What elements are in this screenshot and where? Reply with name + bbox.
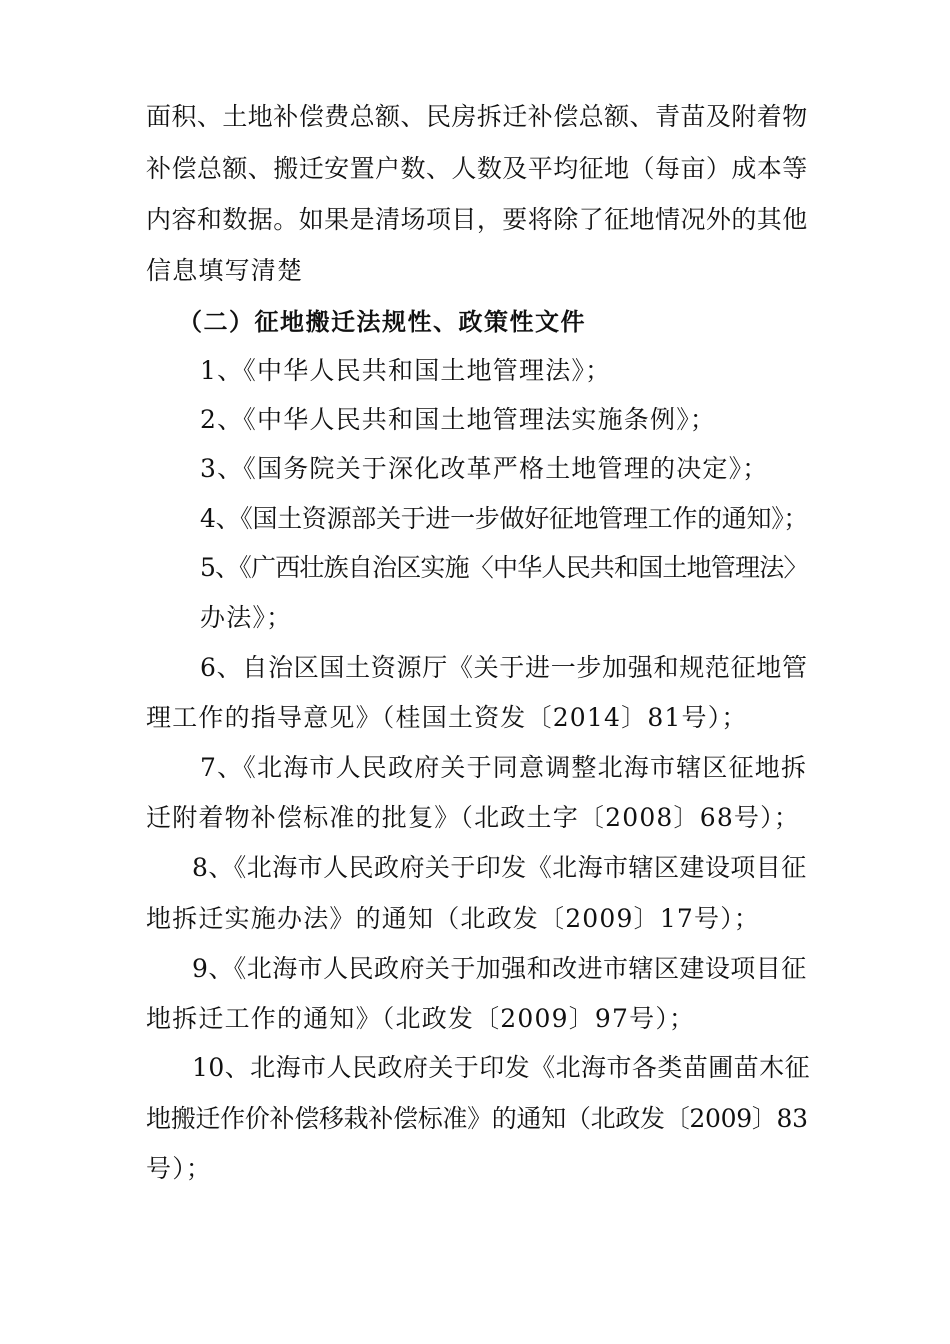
list-item-9-line-1: 9、《北海市人民政府关于加强和改进市辖区建设项目征 xyxy=(192,954,807,983)
intro-line-4: 信息填写清楚 xyxy=(146,256,304,285)
list-item-5-line-2: 办法》； xyxy=(200,603,293,632)
list-item-9-line-2: 地拆迁工作的通知》（北政发〔2009〕97号）； xyxy=(146,1004,696,1033)
list-item-6-line-2: 理工作的指导意见》（桂国土资发〔2014〕81号）； xyxy=(146,703,748,732)
list-item-10-line-2: 地搬迁作价补偿移栽补偿标准》的通知（北政发〔2009〕83 xyxy=(146,1104,808,1133)
list-item-5-line-1: 5、《广西壮族自治区实施〈中华人民共和国土地管理法〉 xyxy=(200,553,808,582)
intro-line-3: 内容和数据。如果是清场项目，要将除了征地情况外的其他 xyxy=(146,205,808,234)
list-item-10-line-1: 10、北海市人民政府关于印发《北海市各类苗圃苗木征 xyxy=(192,1053,811,1082)
list-item-8-line-2: 地拆迁实施办法》的通知（北政发〔2009〕17号）； xyxy=(146,904,761,933)
list-item-7-line-1: 7、《北海市人民政府关于同意调整北海市辖区征地拆 xyxy=(200,753,808,782)
list-item-10-line-3: 号）； xyxy=(146,1154,213,1183)
list-item-8-line-1: 8、《北海市人民政府关于印发《北海市辖区建设项目征 xyxy=(192,853,807,882)
list-item-2: 2、《中华人民共和国土地管理法实施条例》； xyxy=(200,405,717,434)
intro-line-2: 补偿总额、搬迁安置户数、人数及平均征地（每亩）成本等 xyxy=(146,154,808,183)
intro-line-1: 面积、土地补偿费总额、民房拆迁补偿总额、青苗及附着物 xyxy=(146,102,808,131)
list-item-6-line-1: 6、自治区国土资源厅《关于进一步加强和规范征地管 xyxy=(200,653,808,682)
list-item-7-line-2: 迁附着物补偿标准的批复》（北政土字〔2008〕68号）； xyxy=(146,803,801,832)
section-heading: （二）征地搬迁法规性、政策性文件 xyxy=(178,308,586,336)
list-item-1: 1、《中华人民共和国土地管理法》； xyxy=(200,356,612,385)
list-item-4: 4、《国土资源部关于进一步做好征地管理工作的通知》； xyxy=(200,504,809,533)
list-item-3: 3、《国务院关于深化改革严格土地管理的决定》； xyxy=(200,454,769,483)
